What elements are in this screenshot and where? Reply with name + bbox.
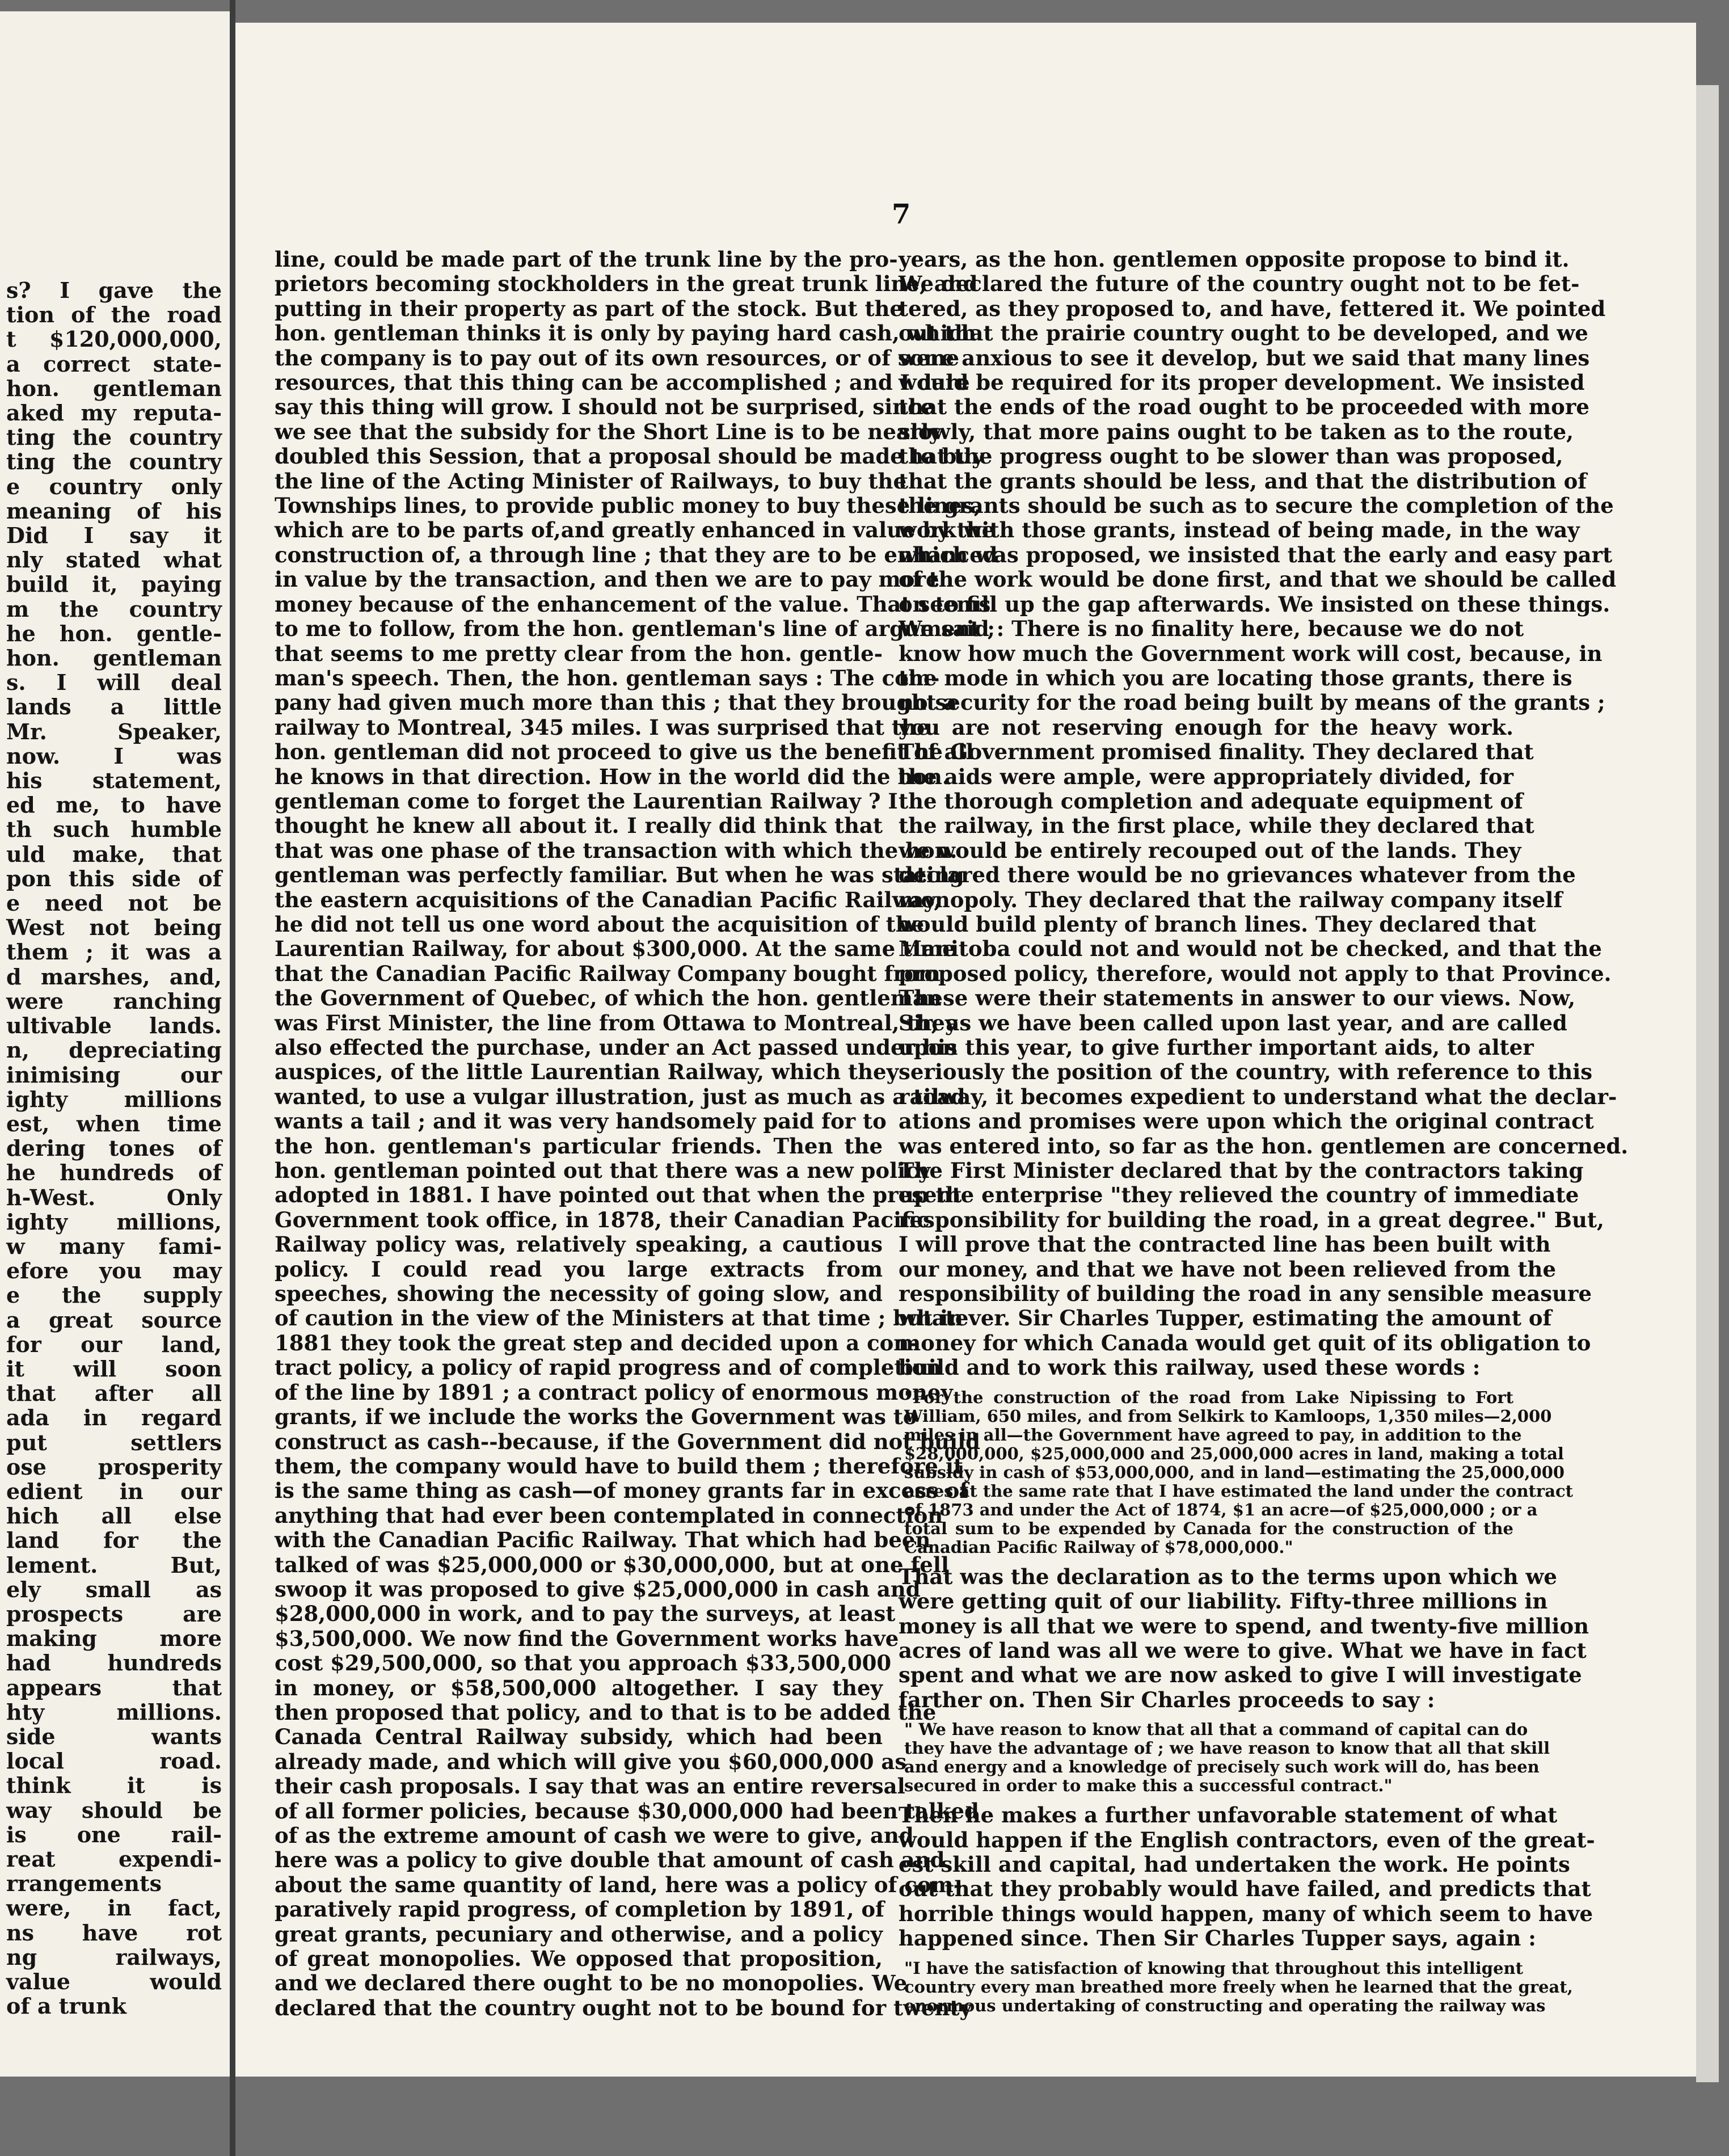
text-line: to me to follow, from the hon. gentleman's line of argument ; [275, 616, 996, 642]
text-line: lement. But, [6, 1552, 222, 1578]
text-line: swoop it was proposed to give $25,000,000 in cash and [275, 1576, 921, 1602]
text-line: reat expendi- [6, 1846, 222, 1872]
text-line: about the same quantity of land, here was a policy of com- [275, 1872, 963, 1897]
text-line: w many fami- [6, 1233, 222, 1259]
text-line: side wants [6, 1723, 222, 1749]
text-line: happened since. Then Sir Charles Tupper says, again : [899, 1926, 1536, 1951]
text-line: that the Canadian Pacific Railway Company bought from [275, 961, 941, 986]
text-line: hon. gentleman thinks it is only by paying hard cash, which [275, 321, 976, 346]
text-line: The First Minister declared that by the contractors taking [899, 1158, 1584, 1184]
text-line: lands a little [6, 694, 222, 720]
text-line: and energy and a knowledge of precisely such work will do, has been [904, 1757, 1540, 1777]
text-line: proposed policy, therefore, would not apply to that Province. [899, 961, 1612, 986]
text-line: railway, it becomes expedient to understand what the declar- [899, 1084, 1617, 1109]
text-line: aked my reputa- [6, 400, 222, 426]
text-line: doubled this Session, that a proposal should be made to buy [275, 444, 984, 469]
text-line: it will soon [6, 1355, 222, 1382]
page-edge [1696, 85, 1719, 2082]
text-line: That was the declaration as to the terms upon which we [899, 1564, 1557, 1589]
text-line: inimising our [6, 1062, 222, 1088]
text-line: $3,500,000. We now find the Government works have [275, 1626, 899, 1651]
text-line: e country only [6, 473, 222, 499]
text-line: up the enterprise "they relieved the country of immediate [899, 1182, 1579, 1208]
text-line: think it is [6, 1772, 222, 1799]
text-line: hon. gentleman [6, 375, 222, 401]
text-line: years, as the hon. gentlemen opposite propose to bind it. [899, 247, 1570, 272]
text-line: he hundreds of [6, 1160, 222, 1186]
text-line: monopoly. They declared that the railway company itself [899, 887, 1563, 912]
text-line: Sir, as we have been called upon last year, and are called [899, 1010, 1567, 1035]
text-line: nly stated what [6, 547, 222, 573]
text-line: wants a tail ; and it was very handsomely paid for to [275, 1109, 887, 1134]
text-line: is one rail- [6, 1821, 222, 1847]
text-line: West not being [6, 915, 222, 941]
text-line: ada in regard [6, 1405, 222, 1431]
text-line: ng railways, [6, 1944, 222, 1970]
text-line: their cash proposals. I say that was an entire reversal [275, 1774, 905, 1799]
page-number: 7 [892, 199, 911, 230]
text-line: ely small as [6, 1576, 222, 1602]
text-line: his statement, [6, 768, 222, 794]
text-line: grants, if we include the works the Government was to [275, 1404, 917, 1430]
text-line: man's speech. Then, the hon. gentleman says : The com- [275, 665, 940, 690]
quote-tupper-2 [899, 1720, 1550, 1796]
text-line: ting the country [6, 424, 222, 450]
text-line: William, 650 miles, and from Selkirk to Kamloops, 1,350 miles—2,000 [904, 1406, 1552, 1426]
text-line: work with those grants, instead of being made, in the way [899, 517, 1580, 543]
text-line: wanted, to use a vulgar illustration, just as much as a toad [275, 1084, 965, 1109]
text-line: total sum to be expended by Canada for the construction of the [904, 1518, 1513, 1538]
text-line: he did not tell us one word about the acquisition of the [275, 911, 925, 937]
text-line: putting in their property as part of the stock. But the [275, 296, 903, 321]
text-line: a great source [6, 1307, 222, 1333]
text-line: tract policy, a policy of rapid progress and of completion [275, 1355, 942, 1380]
text-line: th such humble [6, 816, 222, 843]
text-line: value would [6, 1969, 222, 1995]
text-line: e need not be [6, 890, 222, 916]
text-line: pon this side of [6, 865, 222, 891]
text-line: declared there would be no grievances whatever from the [899, 862, 1576, 888]
text-line: horrible things would happen, many of which seem to have [899, 1901, 1593, 1926]
column-a-text [275, 247, 998, 2020]
text-line: talked of was $25,000,000 or $30,000,000, but at one fell [275, 1552, 949, 1577]
text-line: the company is to pay out of its own resources, or of some [275, 345, 960, 370]
text-line: meaning of his [6, 498, 222, 524]
text-line: n, depreciating [6, 1037, 222, 1063]
text-line: money for which Canada would get quit of its obligation to [899, 1330, 1591, 1355]
text-line: Government took office, in 1878, their Canadian Pacific [275, 1207, 930, 1232]
text-line: ting the country [6, 449, 222, 475]
text-line: they have the advantage of ; we have reason to know that all that skill [904, 1738, 1550, 1758]
text-line: Then he makes a further unfavorable statement of what [899, 1803, 1558, 1828]
column-a [275, 247, 998, 2020]
text-line: resources, that this thing can be accomplished ; and I dare [275, 370, 970, 395]
text-line: 1881 they took the great step and decided upon a con- [275, 1330, 918, 1355]
text-line: est, when time [6, 1110, 222, 1136]
text-line: t $120,000,000, [6, 326, 222, 352]
text-line: whatever. Sir Charles Tupper, estimating the amount of [899, 1306, 1552, 1331]
text-line: construction of, a through line ; that they are to be enhanced [275, 542, 998, 567]
text-line: farther on. Then Sir Charles proceeds to say : [899, 1687, 1435, 1712]
text-line: prospects are [6, 1601, 222, 1627]
text-line: had hundreds [6, 1650, 222, 1676]
text-line: uld make, that [6, 841, 222, 867]
text-line: here was a policy to give double that amount of cash and [275, 1847, 945, 1873]
text-line: gentleman was perfectly familiar. But when he was stating [275, 862, 964, 888]
text-line: responsibility of building the road in any sensible measure [899, 1281, 1592, 1307]
text-line: tered, as they proposed to, and have, fettered it. We pointed [899, 296, 1606, 321]
text-line: the mode in which you are locating those grants, there is [899, 665, 1572, 690]
text-line: line, could be made part of the trunk line by the pro- [275, 247, 898, 272]
text-line: the eastern acquisitions of the Canadian Pacific Railway, [275, 887, 942, 912]
text-line: that the grants should be less, and that the distribution of [899, 468, 1587, 494]
text-line: Railway policy was, relatively speaking, a cautious [275, 1232, 883, 1257]
text-line: hich all else [6, 1503, 222, 1529]
text-line: anything that had ever been contemplated in connection [275, 1502, 943, 1528]
text-line: of 1873 and under the Act of 1874, $1 an acre—of $25,000,000 ; or a [904, 1500, 1538, 1519]
text-line: land for the [6, 1527, 222, 1553]
text-line: the aids were ample, were appropriately divided, for [899, 764, 1513, 789]
text-line: them, the company would have to build them ; therefore it [275, 1453, 963, 1479]
text-line: the Government of Quebec, of which the hon. gentleman [275, 986, 942, 1011]
text-line: seriously the position of the country, with reference to this [899, 1059, 1593, 1085]
text-line: thought he knew all about it. I really did think that [275, 813, 883, 839]
text-line: railway to Montreal, 345 miles. I was surprised that the [275, 714, 930, 740]
text-line: hon. gentleman pointed out that there was a new policy [275, 1158, 931, 1184]
text-line: subsidy in cash of $53,000,000, and in land—estimating the 25,000,000 [904, 1462, 1565, 1482]
text-line: put settlers [6, 1429, 222, 1455]
text-line: the thorough completion and adequate equipment of [899, 788, 1523, 814]
text-line: miles in all—the Government have agreed to pay, in addition to the [904, 1425, 1522, 1445]
text-line: ighty millions, [6, 1208, 222, 1235]
text-line: was First Minister, the line from Ottawa to Montreal, they [275, 1010, 958, 1035]
text-line: know how much the Government work will cost, because, in [899, 641, 1603, 666]
text-line: on to fill up the gap afterwards. We insisted on these things. [899, 591, 1610, 617]
text-line: policy. I could read you large extracts from [275, 1256, 883, 1282]
text-line: of a trunk [6, 1993, 126, 2019]
text-line: he knows in that direction. How in the world did the hon. [275, 764, 950, 789]
text-line: way should be [6, 1797, 222, 1823]
text-line: h-West. Only [6, 1184, 222, 1210]
text-line: ed me, to have [6, 792, 222, 818]
text-line: making more [6, 1626, 222, 1652]
text-line: local road. [6, 1748, 222, 1774]
text-line: were, in fact, [6, 1895, 222, 1921]
text-line: Townships lines, to provide public money to buy these lines, [275, 493, 981, 519]
text-line: Mr. Speaker, [6, 718, 222, 744]
left-page-fragment [0, 11, 232, 2077]
text-line: the hon. gentleman's particular friends. Then the [275, 1133, 883, 1159]
text-line: say this thing will grow. I should not be surprised, since [275, 394, 934, 420]
text-line: that seems to me pretty clear from the hon. gentle- [275, 641, 883, 666]
text-line: hon. gentleman did not proceed to give us the benefit of all [275, 739, 974, 765]
text-line: would build plenty of branch lines. They declared that [899, 911, 1537, 937]
text-line: the grants should be such as to secure the completion of the [899, 493, 1614, 519]
text-line: edient in our [6, 1478, 222, 1504]
column-b [899, 247, 1629, 2023]
text-line: acres of land was all we were to give. What we have in fact [899, 1637, 1587, 1663]
text-line: tion of the road [6, 302, 222, 328]
text-line: ations and promises were upon which the original contract [899, 1109, 1594, 1134]
right-page [235, 23, 1696, 2077]
text-line: and we declared there ought to be no monopolies. We [275, 1970, 908, 1996]
text-line: "For the construction of the road from Lake Nipissing to Fort [904, 1387, 1513, 1407]
text-line: $28,000,000 in work, and to pay the surveys, at least [275, 1601, 896, 1627]
text-line: in money, or $58,500,000 altogether. I say they [275, 1675, 883, 1700]
text-line: dering tones of [6, 1135, 222, 1161]
text-line: The Government promised finality. They declared that [899, 739, 1534, 765]
column-b-text-3 [899, 1803, 1595, 1951]
text-line: upon this year, to give further important aids, to alter [899, 1035, 1534, 1060]
text-line: ighty millions [6, 1086, 222, 1112]
column-b-text-2 [899, 1564, 1589, 1712]
text-line: adopted in 1881. I have pointed out that when the present [275, 1182, 962, 1208]
text-line: would happen if the English contractors, even of the great- [899, 1827, 1595, 1852]
text-line: enormous undertaking of constructing and operating the railway was [904, 1995, 1546, 2015]
text-line: d marshes, and, [6, 963, 222, 989]
text-line: Canada Central Railway subsidy, which had been [275, 1724, 883, 1750]
text-line: of as the extreme amount of cash we were to give, and [275, 1823, 914, 1848]
text-line: ose prosperity [6, 1454, 222, 1480]
text-line: responsibility for building the road, in a great degree." But, [899, 1207, 1604, 1232]
text-line: These were their statements in answer to our views. Now, [899, 986, 1576, 1011]
text-line: no security for the road being built by means of the grants ; [899, 690, 1605, 715]
text-line: prietors becoming stockholders in the great trunk line, and [275, 271, 978, 297]
text-line: paratively rapid progress, of completion by 1891, of [275, 1897, 884, 1922]
text-line: that the progress ought to be slower than was proposed, [899, 444, 1563, 469]
text-line: were ranching [6, 988, 222, 1014]
text-line: is the same thing as cash—of money grants far in excess of [275, 1478, 969, 1504]
text-line: in value by the transaction, and then we are to pay more [275, 567, 939, 592]
text-line: gentleman come to forget the Laurentian Railway ? I [275, 788, 898, 814]
text-line: were anxious to see it develop, but we said that many lines [899, 345, 1590, 370]
text-line: a correct state- [6, 351, 222, 377]
text-line: of all former policies, because $30,000,000 had been talked [275, 1798, 979, 1824]
text-line: was entered into, so far as the hon. gentlemen are concerned. [899, 1133, 1629, 1159]
text-line: acres at the same rate that I have estimated the land under the contract [904, 1481, 1574, 1501]
text-line: build and to work this railway, used these words : [899, 1355, 1481, 1380]
text-line: already made, and which will give you $60,000,000 as [275, 1749, 907, 1774]
text-line: that was one phase of the transaction with which the hon. [275, 837, 958, 863]
text-line: Laurentian Railway, for about $300,000. At the same time [275, 936, 956, 962]
text-line: country every man breathed more freely when he learned that the great, [904, 1977, 1573, 1997]
text-line: would be required for its proper development. We insisted [899, 370, 1585, 395]
text-line: of the work would be done first, and that we should be called [899, 567, 1617, 592]
text-line: s? I gave the [6, 277, 222, 303]
text-line: We declared the future of the country ought not to be fet- [899, 271, 1580, 297]
column-b-text-1 [899, 247, 1629, 1380]
text-line: speeches, showing the necessity of going slow, and [275, 1281, 883, 1307]
text-line: spent and what we are now asked to give I will investigate [899, 1662, 1582, 1688]
text-line: declared that the country ought not to be bound for twenty [275, 1995, 972, 2020]
text-line: efore you may [6, 1258, 222, 1284]
text-line: pany had given much more than this ; that they brought a [275, 690, 958, 715]
left-page-text [6, 278, 222, 2018]
text-line: out that the prairie country ought to be developed, and we [899, 321, 1588, 346]
quote-tupper-3 [899, 1958, 1573, 2015]
text-line: s. I will deal [6, 669, 222, 696]
text-line: that after all [6, 1380, 222, 1407]
text-line: he hon. gentle- [6, 620, 222, 646]
text-line: the railway, in the first place, while they declared that [899, 813, 1534, 839]
text-line: hon. gentleman [6, 645, 222, 671]
text-line: Did I say it [6, 523, 222, 549]
text-line: which are to be parts of,and greatly enhanced in value by the [275, 517, 996, 543]
text-line: rrangements [6, 1871, 162, 1897]
text-line: now. I was [6, 743, 222, 769]
text-line: our money, and that we have not been relieved from the [899, 1256, 1556, 1282]
text-line: them ; it was a [6, 939, 222, 965]
text-line: of great monopolies. We opposed that proposition, [275, 1946, 883, 1972]
text-line: of caution in the view of the Ministers at that time ; but in [275, 1306, 963, 1331]
text-line: were getting quit of our liability. Fifty-three millions in [899, 1589, 1548, 1614]
text-line: money because of the enhancement of the value. That seems [275, 591, 991, 617]
text-line: I will prove that the contracted line has been built with [899, 1232, 1551, 1257]
text-line: appears that [6, 1674, 222, 1700]
text-line: you are not reserving enough for the heavy work. [899, 714, 1513, 740]
text-line: of the line by 1891 ; a contract policy of enormous money [275, 1379, 953, 1405]
text-line: out that they probably would have failed, and predicts that [899, 1876, 1591, 1902]
text-line: also effected the purchase, under an Act passed under his [275, 1035, 958, 1060]
text-line: with the Canadian Pacific Railway. That which had been [275, 1527, 931, 1553]
text-line: auspices, of the little Laurentian Railway, which they [275, 1059, 899, 1085]
text-line: money is all that we were to spend, and twenty-five million [899, 1613, 1589, 1639]
text-line: the line of the Acting Minister of Railways, to buy the [275, 468, 906, 494]
text-line: est skill and capital, had undertaken the work. He points [899, 1851, 1570, 1877]
text-line: hty millions. [6, 1699, 222, 1725]
text-line: e the supply [6, 1282, 222, 1308]
text-line: ultivable lands. [6, 1013, 222, 1039]
text-line: construct as cash--because, if the Government did not build [275, 1429, 981, 1454]
text-line: which was proposed, we insisted that the early and easy part [899, 542, 1613, 567]
text-line: Manitoba could not and would not be checked, and that the [899, 936, 1602, 962]
text-line: we see that the subsidy for the Short Line is to be nearly [275, 419, 941, 444]
text-line: cost $29,500,000, so that you approach $33,500,000 [275, 1650, 892, 1676]
text-line: secured in order to make this a successful contract." [904, 1776, 1393, 1796]
text-line: Canadian Pacific Railway of $78,000,000." [904, 1537, 1293, 1557]
text-line: $28,000,000, $25,000,000 and 25,000,000 acres in land, making a total [904, 1443, 1564, 1463]
text-line: that the ends of the road ought to be proceeded with more [899, 394, 1589, 420]
text-line: ns have rot [6, 1919, 222, 1946]
text-line: slowly, that more pains ought to be taken as to the route, [899, 419, 1574, 444]
text-line: "I have the satisfaction of knowing that throughout this intelligent [904, 1958, 1524, 1978]
text-line: " We have reason to know that all that a command of capital can do [904, 1720, 1528, 1740]
quote-tupper-1 [899, 1387, 1574, 1557]
text-line: We said : There is no finality here, because we do not [899, 616, 1524, 642]
text-line: for our land, [6, 1331, 222, 1357]
text-line: build it, paying [6, 571, 222, 597]
text-line: great grants, pecuniary and otherwise, and a policy [275, 1921, 883, 1947]
text-line: then proposed that policy, and to that is to be added the [275, 1699, 937, 1725]
text-line: m the country [6, 596, 222, 622]
book-gutter [230, 0, 235, 2156]
text-line: we would be entirely recouped out of the lands. They [899, 837, 1521, 863]
